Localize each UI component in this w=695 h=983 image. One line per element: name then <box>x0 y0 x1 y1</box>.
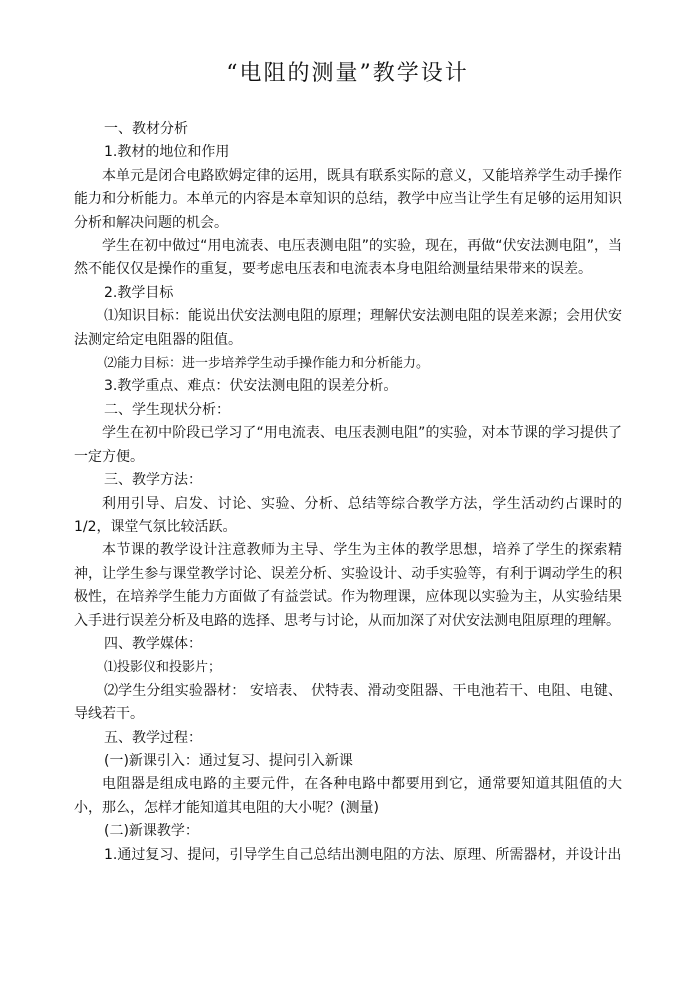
subsection-heading-1-1: 1.教材的地位和作用 <box>104 144 230 161</box>
paragraph-3-b: 本节课的教学设计注意教师为主导、学生为主体的教学思想，培养了学生的探索精神，让学生参与课堂教学讨论、误差分析、实验设计、动手实验等，有利于调动学生的积极性，在培养学生能力方面做了有益尝试。作为物理课，应体现以实验为主，从实验结果入手进行误差分析及电路的选择、思考与讨论，从而加深了对伏安法测电阻原理的理解。 <box>74 542 622 629</box>
section-heading-3: 三、教学方法： <box>104 472 202 489</box>
document-body <box>74 118 622 867</box>
media-item-1: ⑴投影仪和投影片； <box>104 660 222 676</box>
paragraph-1-1-a: 本单元是闭合电路欧姆定律的运用，既具有联系实际的意义，又能培养学生动手操作能力和分析能力。本单元的内容是本章知识的总结，教学中应当让学生有足够的运用知识分析和解决问题的机会。 <box>74 167 622 231</box>
key-points: 3.教学重点、难点：伏安法测电阻的误差分析。 <box>104 378 398 395</box>
paragraph-2-a: 学生在初中阶段已学习了“用电流表、电压表测电阻”的实验，对本节课的学习提供了一定方便。 <box>74 425 622 465</box>
paragraph-1-1-b: 学生在初中做过“用电流表、电压表测电阻”的实验，现在，再做“伏安法测电阻”，当然不能仅仅是操作的重复，要考虑电压表和电流表本身电阻给测量结果带来的误差。 <box>74 238 622 278</box>
paragraph-3-a: 利用引导、启发、讨论、实验、分析、总结等综合教学方法，学生活动约占课时的1/2，课堂气氛比较活跃。 <box>74 495 622 535</box>
section-heading-2: 二、学生现状分析： <box>104 401 230 418</box>
subsection-heading-5-1: (一)新课引入：通过复习、提问引入新课 <box>104 752 353 769</box>
paragraph-5-2-a: 1.通过复习、提问，引导学生自己总结出测电阻的方法、原理、所需器材，并设计出 <box>104 846 622 863</box>
page-title: “电阻的测量”教学设计 <box>226 61 469 86</box>
section-heading-1: 一、教材分析 <box>104 121 188 137</box>
section-heading-4: 四、教学媒体： <box>104 635 202 652</box>
objective-item-2: ⑵能力目标：进一步培养学生动手操作能力和分析能力。 <box>104 356 430 372</box>
section-heading-5: 五、教学过程： <box>104 729 202 746</box>
subsection-heading-1-2: 2.教学目标 <box>104 284 174 301</box>
objective-item-1: ⑴知识目标：能说出伏安法测电阻的原理；理解伏安法测电阻的误差来源；会用伏安法测定给定电阻器的阻值。 <box>74 308 622 348</box>
subsection-heading-5-2: (二)新课教学： <box>104 823 199 840</box>
paragraph-5-1-a: 电阻器是组成电路的主要元件，在各种电路中都要用到它，通常要知道其阻值的大小，那么，怎样才能知道其电阻的大小呢？(测量) <box>74 776 622 816</box>
media-item-2: ⑵学生分组实验器材： 安培表、 伏特表、滑动变阻器、干电池若干、电阻、电键、导线若干。 <box>74 682 622 723</box>
